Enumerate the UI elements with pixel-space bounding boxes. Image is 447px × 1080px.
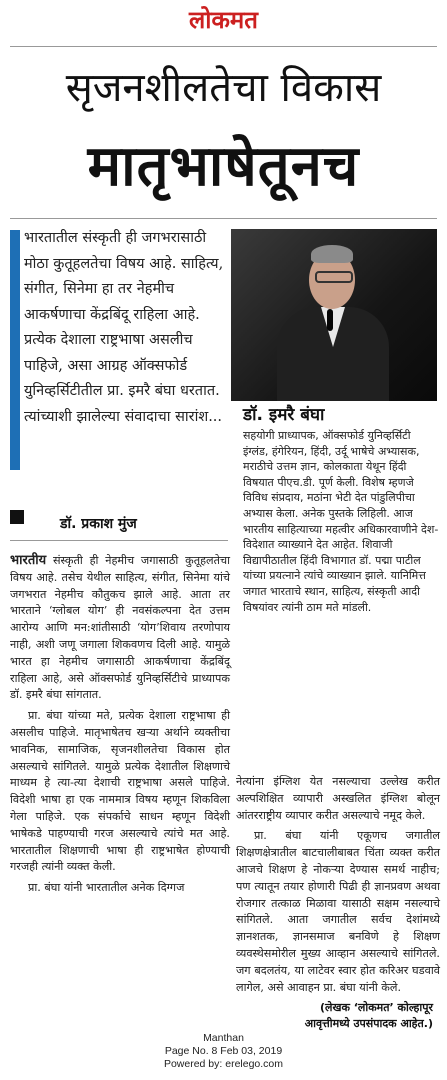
intro-accent-bar [10,230,20,470]
paragraph: नेत्यांना इंग्लिश येत नसल्याचा उल्लेख करीत अल्पशिक्षित व्यापारी अस्खलित इंग्लिश बोलून आंतरराष्ट्रीय व्यापार करीत असल्याचे नमूद केले. [236,775,440,822]
masthead-logo: लोकमत [189,6,258,34]
paragraph: प्रा. बंघा यांनी भारतातील अनेक दिग्गज [28,881,185,895]
page-footer [0,1032,447,1071]
headline-divider [10,218,437,219]
author-photo [231,229,437,401]
byline-rule [10,540,228,541]
headline-line-2: मातृभाषेतूनच [87,134,360,199]
paragraph: संस्कृती ही नेहमीच जगासाठी कुतूहलतेचा विषय आहे. तसेच येथील साहित्य, संगीत, सिनेमा यांचे जगभरात नेहमीच कौतुकच झाले आहे. आता तर भारताने ‘ग्लोबल योग’ ही नवसंकल्पना देत उत्तम आरोग्य आणि मन:शांतीसाठी ‘योग’शिवाय तरणोपाय नाही, अशी जणू जगाला शिकवणच दिली आहे. यामुळे भारत हा नेहमीच जगासाठी आकर्षणाचा केंद्रबिंदू राहिला आहे, असे ऑक्सफोर्ड युनिव्हर्सिटीचे प्राध्यापक डॉ. इमरै बंघा सांगतात. [10,554,230,702]
paragraph: प्रा. बंघा यांच्या मते, प्रत्येक देशाला राष्ट्रभाषा ही असलीच पाहिजे. मातृभाषेतच खऱ्या अर्थाने व्यक्तीचा भावनिक, सामाजिक, सृजनशीलतेचा विकास होत असल्याचे सांगितले. यामुळे प्रत्येक देशातील शिक्षणाचे माध्यम हे त्या-त्या देशाची राष्ट्रभाषा असले पाहिजे. विदेशी भाषा हा एक नाममात्र विषय म्हणून शिकविला गेला पाहिजे. एक संपर्काचे साधन म्हणून विदेशी भाषेकडे पाहण्याची गरज असल्याचे त्यांचे मत आहे. भारतातील शिक्षणाची भाषा ही राष्ट्रभाषेत होण्याची गरजही त्यांनी व्यक्त केली. [10,709,230,874]
bio-text: सहयोगी प्राध्यापक, ऑक्सफोर्ड युनिव्हर्सिटी इंग्लंड, हंगेरियन, हिंदी, उर्दू भाषेचे अभ्यासक, मराठीचे उत्तम ज्ञान, कोलकाता येथून हिंदी विषयात पीएच.डी. पूर्ण केली. विशेष म्हणजे विविध संप्रदाय, मठांना भेटी देत पांडुलिपीचा अभ्यास केला. अनेक पुस्तके लिहिली. आज भारतीय साहित्याच्या महत्वीर अधिकारवाणीने देश-विदेशात व्याख्याने देत आहेत. शिवाजी विद्यापीठातील हिंदी विभागात डॉ. पद्मा पाटील यांच्या प्रयत्नाने त्यांचे व्याख्यान झाले. यानिमित्त जगात भारताचे स्थान, साहित्य, संस्कृती आदी विषयांवर त्यांनी ठाम मते मांडली. [243,429,439,614]
byline: डॉ. प्रकाश मुंज [60,516,137,532]
intro-summary: भारतातील संस्कृती ही जगभरासाठी मोठा कुतूहलतेचा विषय आहे. साहित्य, संगीत, सिनेमा हा तर नेहमीच आकर्षणाचा केंद्रबिंदू राहिला आहे. प्रत्येक देशाला राष्ट्रभाषा असलीच पाहिजे, असा आग्रह ऑक्सफोर्ड युनिव्हर्सिटीतील प्रा. इमरै बंघा धरतात. त्यांच्याशी झालेल्या संवादाचा सारांश... [24,230,224,425]
footer-powered-by: Powered by: erelego.com [163,1058,284,1070]
footer-publication: Manthan [203,1032,244,1044]
masthead-divider [10,46,437,47]
microphone-icon [327,309,333,331]
lead-word: भारतीय [10,553,47,568]
author-credit [305,1000,433,1032]
article-column-right [236,774,440,1000]
credit-line-1: (लेखक ‘लोकमत’ कोल्हापूर [319,1001,433,1014]
paragraph: प्रा. बंघा यांनी एकूणच जगातील शिक्षणक्षेत्रातील बाटचालीबाबत चिंता व्यक्त करीत आजचे शिक्षण हे नोकऱ्या देण्यास समर्थ नाहीच; पण त्यातून तयार होणारी पिढी ही ज्ञानप्रवण अथवा रोजगार तत्काळ मिळावा यासाठी सक्षम नसल्याचे सांगितले. आता जगातील सर्वच देशांमध्ये ज्ञानशतक, ज्ञानसमाज बनविणे हे शिक्षण व्यवस्थेसमोरील मुख्य आव्हान असल्याचे सांगितले. जग बदलतंय, या लाटेवर स्वार होत करिअर घडवावे लागेल, असे आवाहन प्रा. बंघा यांनी केले. [236,829,440,994]
bio-name: डॉ. इमरै बंघा [243,405,325,425]
credit-line-2: आवृत्तीमध्ये उपसंपादक आहेत.) [304,1017,433,1030]
headline-line-1: सृजनशीलतेचा विकास [65,65,382,111]
article-column-left [10,553,230,901]
footer-page-date: Page No. 8 Feb 03, 2019 [164,1045,283,1057]
